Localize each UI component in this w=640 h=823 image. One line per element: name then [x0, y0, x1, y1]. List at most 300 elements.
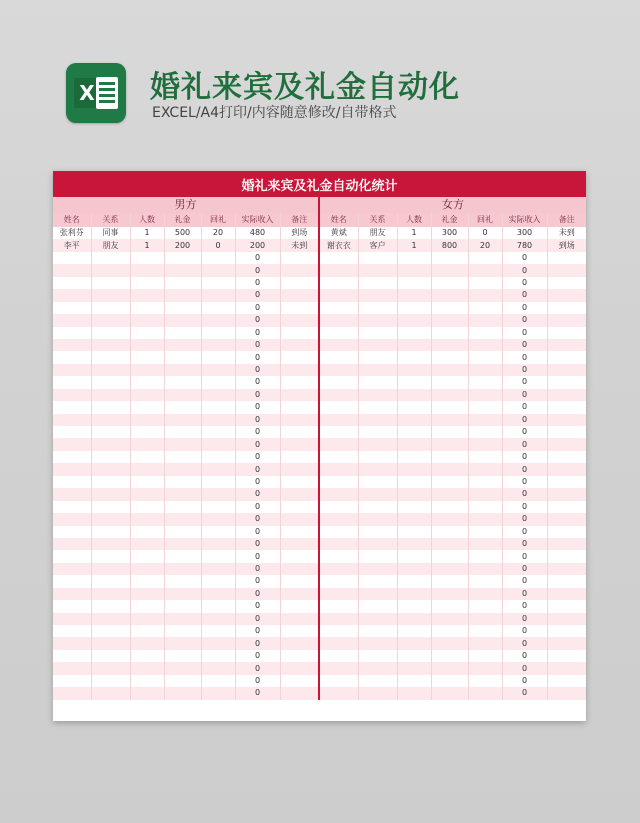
table-cell[interactable] — [280, 588, 318, 600]
table-cell[interactable] — [130, 687, 164, 699]
table-cell[interactable] — [397, 302, 431, 314]
table-cell[interactable]: 0 — [235, 414, 280, 426]
table-cell[interactable] — [280, 351, 318, 363]
table-cell[interactable] — [280, 550, 318, 562]
table-cell[interactable] — [547, 526, 586, 538]
table-cell[interactable] — [468, 488, 502, 500]
table-cell[interactable] — [358, 364, 397, 376]
table-cell[interactable]: 200 — [164, 239, 201, 251]
table-cell[interactable] — [397, 687, 431, 699]
table-cell[interactable] — [201, 389, 235, 401]
table-cell[interactable]: 0 — [502, 588, 547, 600]
table-cell[interactable] — [397, 625, 431, 637]
table-cell[interactable]: 未到 — [547, 227, 586, 239]
table-cell[interactable] — [280, 650, 318, 662]
table-cell[interactable] — [468, 675, 502, 687]
table-cell[interactable]: 0 — [235, 264, 280, 276]
table-cell[interactable] — [320, 625, 358, 637]
table-cell[interactable] — [164, 588, 201, 600]
table-cell[interactable]: 0 — [502, 563, 547, 575]
table-cell[interactable] — [547, 563, 586, 575]
table-cell[interactable] — [358, 625, 397, 637]
table-cell[interactable]: 1 — [397, 227, 431, 239]
table-cell[interactable] — [397, 488, 431, 500]
table-cell[interactable] — [320, 563, 358, 575]
table-cell[interactable]: 0 — [502, 451, 547, 463]
table-cell[interactable] — [164, 376, 201, 388]
table-cell[interactable] — [431, 476, 468, 488]
table-cell[interactable] — [280, 252, 318, 264]
table-cell[interactable] — [280, 364, 318, 376]
table-cell[interactable] — [164, 314, 201, 326]
table-cell[interactable] — [547, 252, 586, 264]
table-cell[interactable] — [547, 438, 586, 450]
table-cell[interactable] — [164, 625, 201, 637]
table-cell[interactable] — [53, 538, 91, 550]
table-cell[interactable] — [547, 339, 586, 351]
table-cell[interactable] — [358, 401, 397, 413]
table-cell[interactable]: 0 — [235, 575, 280, 587]
table-cell[interactable] — [280, 389, 318, 401]
table-cell[interactable]: 0 — [502, 662, 547, 674]
table-cell[interactable] — [468, 550, 502, 562]
table-cell[interactable] — [431, 650, 468, 662]
table-cell[interactable] — [547, 675, 586, 687]
table-cell[interactable] — [201, 327, 235, 339]
table-cell[interactable] — [53, 625, 91, 637]
table-cell[interactable]: 客户 — [358, 239, 397, 251]
table-cell[interactable] — [201, 451, 235, 463]
table-cell[interactable]: 未到 — [280, 239, 318, 251]
table-cell[interactable] — [53, 364, 91, 376]
table-cell[interactable] — [320, 600, 358, 612]
table-cell[interactable] — [547, 314, 586, 326]
table-cell[interactable] — [130, 501, 164, 513]
table-cell[interactable] — [164, 538, 201, 550]
table-cell[interactable] — [164, 526, 201, 538]
table-cell[interactable]: 0 — [502, 476, 547, 488]
table-cell[interactable] — [201, 600, 235, 612]
table-cell[interactable] — [201, 563, 235, 575]
table-cell[interactable] — [201, 637, 235, 649]
table-cell[interactable] — [431, 264, 468, 276]
table-cell[interactable] — [91, 501, 130, 513]
table-cell[interactable] — [397, 414, 431, 426]
table-cell[interactable] — [164, 476, 201, 488]
table-cell[interactable]: 0 — [502, 314, 547, 326]
table-cell[interactable] — [53, 513, 91, 525]
table-cell[interactable] — [91, 613, 130, 625]
table-cell[interactable] — [468, 687, 502, 699]
table-cell[interactable] — [130, 463, 164, 475]
table-cell[interactable] — [164, 675, 201, 687]
table-cell[interactable]: 1 — [130, 227, 164, 239]
table-cell[interactable]: 0 — [235, 339, 280, 351]
table-cell[interactable] — [130, 488, 164, 500]
table-cell[interactable] — [130, 613, 164, 625]
table-cell[interactable] — [320, 351, 358, 363]
table-cell[interactable]: 同事 — [91, 227, 130, 239]
table-cell[interactable]: 0 — [502, 426, 547, 438]
table-cell[interactable] — [130, 526, 164, 538]
table-cell[interactable] — [53, 389, 91, 401]
table-cell[interactable] — [431, 675, 468, 687]
table-cell[interactable] — [280, 675, 318, 687]
table-cell[interactable]: 0 — [502, 600, 547, 612]
table-cell[interactable] — [358, 675, 397, 687]
table-cell[interactable] — [53, 314, 91, 326]
table-cell[interactable]: 780 — [502, 239, 547, 251]
table-cell[interactable] — [280, 613, 318, 625]
table-cell[interactable]: 0 — [235, 389, 280, 401]
table-cell[interactable] — [280, 302, 318, 314]
table-cell[interactable] — [91, 277, 130, 289]
table-cell[interactable] — [320, 414, 358, 426]
table-cell[interactable]: 0 — [502, 613, 547, 625]
table-cell[interactable] — [130, 650, 164, 662]
table-cell[interactable] — [358, 513, 397, 525]
table-cell[interactable] — [468, 662, 502, 674]
table-cell[interactable] — [468, 289, 502, 301]
table-cell[interactable] — [397, 550, 431, 562]
table-cell[interactable] — [320, 488, 358, 500]
table-cell[interactable]: 李平 — [53, 239, 91, 251]
table-cell[interactable]: 0 — [235, 563, 280, 575]
table-cell[interactable] — [91, 252, 130, 264]
table-cell[interactable] — [358, 550, 397, 562]
table-cell[interactable] — [201, 488, 235, 500]
table-cell[interactable] — [358, 289, 397, 301]
table-cell[interactable] — [320, 613, 358, 625]
table-cell[interactable] — [280, 314, 318, 326]
table-cell[interactable]: 0 — [502, 327, 547, 339]
table-cell[interactable] — [358, 476, 397, 488]
table-cell[interactable] — [164, 451, 201, 463]
table-cell[interactable] — [547, 264, 586, 276]
table-cell[interactable] — [358, 463, 397, 475]
table-cell[interactable] — [431, 426, 468, 438]
table-cell[interactable] — [468, 252, 502, 264]
table-cell[interactable]: 0 — [502, 550, 547, 562]
table-cell[interactable] — [53, 426, 91, 438]
table-cell[interactable]: 1 — [397, 239, 431, 251]
table-cell[interactable] — [468, 513, 502, 525]
table-cell[interactable] — [397, 662, 431, 674]
table-cell[interactable] — [468, 351, 502, 363]
table-cell[interactable] — [547, 501, 586, 513]
table-cell[interactable]: 0 — [235, 650, 280, 662]
table-cell[interactable] — [130, 600, 164, 612]
table-cell[interactable]: 0 — [235, 625, 280, 637]
table-cell[interactable]: 0 — [235, 550, 280, 562]
table-cell[interactable] — [164, 389, 201, 401]
table-cell[interactable] — [358, 277, 397, 289]
table-cell[interactable] — [358, 588, 397, 600]
table-cell[interactable] — [468, 451, 502, 463]
table-cell[interactable] — [164, 637, 201, 649]
table-cell[interactable] — [280, 538, 318, 550]
table-cell[interactable] — [130, 588, 164, 600]
table-cell[interactable] — [53, 550, 91, 562]
table-cell[interactable]: 0 — [235, 526, 280, 538]
table-cell[interactable] — [397, 401, 431, 413]
table-cell[interactable] — [468, 526, 502, 538]
table-cell[interactable] — [130, 625, 164, 637]
table-cell[interactable] — [431, 252, 468, 264]
table-cell[interactable] — [468, 625, 502, 637]
table-cell[interactable] — [320, 476, 358, 488]
table-cell[interactable] — [431, 488, 468, 500]
table-cell[interactable] — [280, 401, 318, 413]
table-cell[interactable]: 0 — [502, 414, 547, 426]
table-cell[interactable] — [91, 488, 130, 500]
table-cell[interactable]: 0 — [201, 239, 235, 251]
table-cell[interactable] — [468, 401, 502, 413]
table-cell[interactable] — [130, 438, 164, 450]
table-cell[interactable] — [431, 451, 468, 463]
table-cell[interactable] — [91, 625, 130, 637]
table-cell[interactable] — [431, 364, 468, 376]
table-cell[interactable] — [164, 401, 201, 413]
table-cell[interactable] — [320, 526, 358, 538]
table-cell[interactable]: 0 — [235, 302, 280, 314]
table-cell[interactable]: 20 — [468, 239, 502, 251]
table-cell[interactable] — [164, 252, 201, 264]
table-cell[interactable] — [468, 302, 502, 314]
table-cell[interactable] — [91, 600, 130, 612]
table-cell[interactable] — [130, 451, 164, 463]
table-cell[interactable] — [201, 264, 235, 276]
table-cell[interactable] — [397, 613, 431, 625]
table-cell[interactable] — [431, 376, 468, 388]
table-cell[interactable]: 0 — [235, 451, 280, 463]
table-cell[interactable]: 0 — [502, 351, 547, 363]
table-cell[interactable] — [431, 513, 468, 525]
table-cell[interactable] — [358, 451, 397, 463]
table-cell[interactable] — [547, 463, 586, 475]
table-cell[interactable] — [320, 687, 358, 699]
table-cell[interactable] — [130, 662, 164, 674]
table-cell[interactable] — [358, 351, 397, 363]
table-cell[interactable] — [130, 364, 164, 376]
table-cell[interactable] — [130, 538, 164, 550]
table-cell[interactable] — [397, 339, 431, 351]
table-cell[interactable] — [431, 575, 468, 587]
table-cell[interactable] — [201, 625, 235, 637]
table-cell[interactable]: 0 — [235, 401, 280, 413]
table-cell[interactable] — [397, 426, 431, 438]
table-cell[interactable] — [547, 550, 586, 562]
table-cell[interactable] — [201, 302, 235, 314]
table-cell[interactable] — [358, 264, 397, 276]
table-cell[interactable]: 0 — [235, 376, 280, 388]
table-cell[interactable] — [358, 376, 397, 388]
table-cell[interactable] — [431, 687, 468, 699]
table-cell[interactable]: 0 — [502, 364, 547, 376]
table-cell[interactable] — [53, 414, 91, 426]
table-cell[interactable] — [91, 687, 130, 699]
table-cell[interactable] — [130, 563, 164, 575]
table-cell[interactable] — [53, 563, 91, 575]
table-cell[interactable] — [320, 314, 358, 326]
table-cell[interactable] — [91, 364, 130, 376]
table-cell[interactable] — [201, 364, 235, 376]
table-cell[interactable] — [547, 575, 586, 587]
table-cell[interactable] — [164, 289, 201, 301]
table-cell[interactable] — [164, 463, 201, 475]
table-cell[interactable] — [280, 277, 318, 289]
table-cell[interactable] — [431, 625, 468, 637]
table-cell[interactable] — [468, 426, 502, 438]
table-cell[interactable] — [397, 364, 431, 376]
table-cell[interactable] — [431, 302, 468, 314]
table-cell[interactable] — [53, 476, 91, 488]
table-cell[interactable] — [547, 389, 586, 401]
table-cell[interactable] — [91, 376, 130, 388]
table-cell[interactable] — [53, 588, 91, 600]
table-cell[interactable] — [320, 289, 358, 301]
table-cell[interactable] — [280, 426, 318, 438]
table-cell[interactable] — [91, 414, 130, 426]
table-cell[interactable] — [53, 600, 91, 612]
table-cell[interactable] — [547, 588, 586, 600]
table-cell[interactable] — [201, 401, 235, 413]
table-cell[interactable] — [130, 277, 164, 289]
table-cell[interactable] — [53, 252, 91, 264]
table-cell[interactable] — [358, 575, 397, 587]
table-cell[interactable]: 0 — [235, 488, 280, 500]
table-cell[interactable] — [358, 613, 397, 625]
table-cell[interactable] — [547, 451, 586, 463]
table-cell[interactable] — [91, 339, 130, 351]
table-cell[interactable] — [431, 277, 468, 289]
table-cell[interactable] — [280, 264, 318, 276]
table-cell[interactable] — [397, 513, 431, 525]
table-cell[interactable] — [397, 650, 431, 662]
table-cell[interactable] — [320, 662, 358, 674]
table-cell[interactable]: 0 — [235, 588, 280, 600]
table-cell[interactable] — [91, 438, 130, 450]
table-cell[interactable]: 0 — [235, 476, 280, 488]
table-cell[interactable] — [164, 600, 201, 612]
table-cell[interactable] — [547, 513, 586, 525]
table-cell[interactable] — [397, 463, 431, 475]
table-cell[interactable] — [468, 327, 502, 339]
table-cell[interactable] — [280, 625, 318, 637]
table-cell[interactable] — [280, 376, 318, 388]
table-cell[interactable]: 0 — [235, 289, 280, 301]
table-cell[interactable] — [547, 302, 586, 314]
table-cell[interactable] — [358, 650, 397, 662]
table-cell[interactable]: 0 — [502, 675, 547, 687]
table-cell[interactable] — [91, 327, 130, 339]
table-cell[interactable] — [397, 526, 431, 538]
table-cell[interactable] — [130, 376, 164, 388]
table-cell[interactable] — [53, 264, 91, 276]
table-cell[interactable] — [280, 463, 318, 475]
table-cell[interactable] — [91, 289, 130, 301]
table-cell[interactable]: 300 — [431, 227, 468, 239]
table-cell[interactable] — [91, 538, 130, 550]
table-cell[interactable] — [468, 364, 502, 376]
table-cell[interactable] — [280, 501, 318, 513]
table-cell[interactable]: 200 — [235, 239, 280, 251]
table-cell[interactable] — [320, 650, 358, 662]
table-cell[interactable] — [53, 302, 91, 314]
table-cell[interactable] — [397, 538, 431, 550]
table-cell[interactable]: 300 — [502, 227, 547, 239]
table-cell[interactable]: 0 — [502, 488, 547, 500]
table-cell[interactable] — [468, 501, 502, 513]
table-cell[interactable] — [547, 662, 586, 674]
table-cell[interactable] — [164, 426, 201, 438]
table-cell[interactable]: 0 — [235, 675, 280, 687]
table-cell[interactable] — [397, 351, 431, 363]
table-cell[interactable] — [164, 687, 201, 699]
table-cell[interactable] — [53, 463, 91, 475]
table-cell[interactable] — [397, 501, 431, 513]
table-cell[interactable] — [201, 414, 235, 426]
table-cell[interactable] — [397, 451, 431, 463]
table-cell[interactable] — [130, 252, 164, 264]
table-cell[interactable]: 0 — [235, 463, 280, 475]
table-cell[interactable] — [468, 389, 502, 401]
table-cell[interactable] — [201, 314, 235, 326]
table-cell[interactable]: 张利芬 — [53, 227, 91, 239]
table-cell[interactable] — [468, 588, 502, 600]
table-cell[interactable] — [53, 451, 91, 463]
table-cell[interactable] — [468, 538, 502, 550]
table-cell[interactable] — [91, 426, 130, 438]
table-cell[interactable] — [280, 488, 318, 500]
table-cell[interactable]: 0 — [502, 637, 547, 649]
table-cell[interactable] — [320, 252, 358, 264]
table-cell[interactable] — [91, 476, 130, 488]
table-cell[interactable] — [547, 327, 586, 339]
table-cell[interactable] — [164, 613, 201, 625]
table-cell[interactable] — [468, 277, 502, 289]
table-cell[interactable] — [201, 426, 235, 438]
table-cell[interactable]: 0 — [502, 264, 547, 276]
table-cell[interactable] — [53, 575, 91, 587]
table-cell[interactable] — [280, 637, 318, 649]
table-cell[interactable]: 0 — [235, 364, 280, 376]
table-cell[interactable] — [397, 264, 431, 276]
table-cell[interactable] — [164, 339, 201, 351]
table-cell[interactable]: 黄斌 — [320, 227, 358, 239]
table-cell[interactable] — [201, 438, 235, 450]
table-cell[interactable] — [320, 438, 358, 450]
table-cell[interactable] — [547, 376, 586, 388]
table-cell[interactable] — [91, 550, 130, 562]
table-cell[interactable] — [468, 600, 502, 612]
table-cell[interactable] — [53, 488, 91, 500]
table-cell[interactable] — [164, 650, 201, 662]
table-cell[interactable] — [547, 538, 586, 550]
table-cell[interactable] — [431, 414, 468, 426]
table-cell[interactable] — [91, 302, 130, 314]
table-cell[interactable]: 0 — [502, 401, 547, 413]
table-cell[interactable] — [320, 401, 358, 413]
table-cell[interactable] — [91, 513, 130, 525]
table-cell[interactable] — [130, 637, 164, 649]
table-cell[interactable] — [320, 389, 358, 401]
table-cell[interactable] — [431, 563, 468, 575]
table-cell[interactable] — [547, 687, 586, 699]
table-cell[interactable] — [164, 438, 201, 450]
table-cell[interactable]: 0 — [468, 227, 502, 239]
table-cell[interactable] — [468, 476, 502, 488]
